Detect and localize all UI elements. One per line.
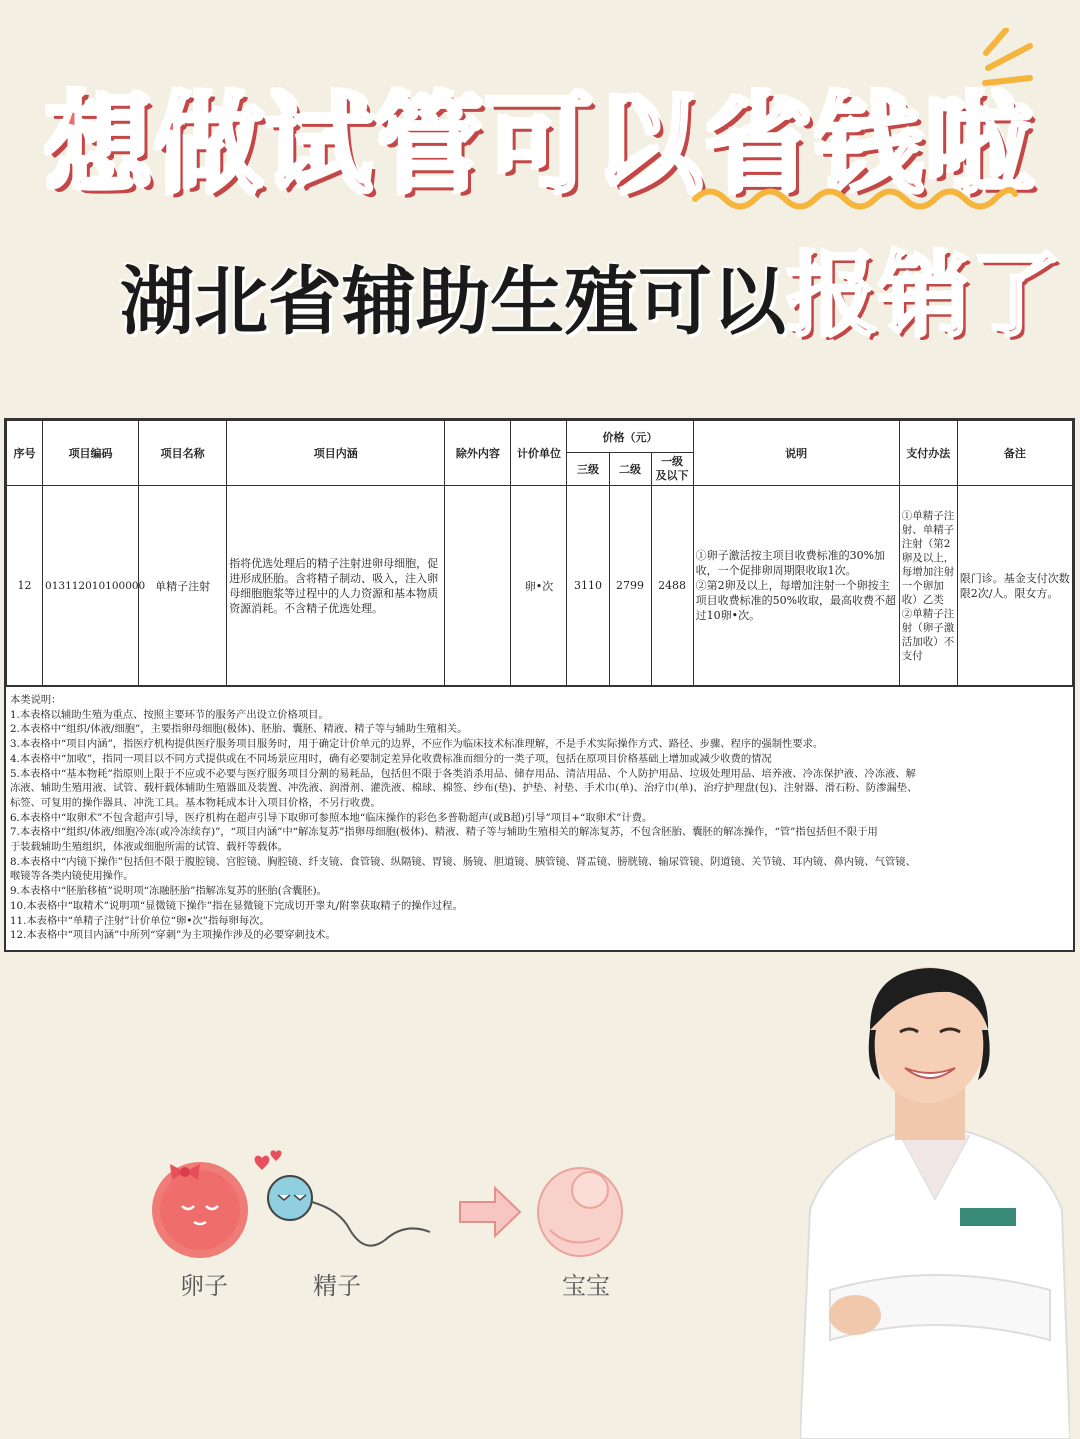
doctor-portrait [800, 960, 1070, 1439]
arrow-right-icon [460, 1188, 520, 1236]
note-line: 本类说明： [10, 694, 62, 706]
fee-table-document [4, 418, 1075, 952]
note-line: 8.本表格中“内镜下操作”包括但不限于腹腔镜、宫腔镜、胸腔镜、纤支镜、食管镜、纵隔镜、胃镜、肠镜、胆道镜、胰管镜、肾盂镜、膀胱镜、输尿管镜、阴道镜、关节镜、耳内镜、鼻内镜、气管镜、 [10, 855, 916, 868]
subheadline [120, 222, 1062, 354]
note-line: 2.本表格中“组织/体液/细胞”，主要指卵母细胞(极体)、胚胎、囊胚、精液、精子等与辅助生殖相关。 [10, 723, 468, 736]
header-seq: 序号 [7, 421, 43, 486]
note-line: 1.本表格以辅助生殖为重点、按照主要环节的服务产出设立价格项目。 [10, 708, 329, 721]
note-line: 11.本表格中“单精子注射”计价单位“卵•次”指每卵每次。 [10, 914, 270, 927]
baby-icon [538, 1168, 622, 1256]
fee-table [6, 420, 1073, 686]
cell-price-level1: 2488 [651, 486, 693, 686]
note-line: 3.本表格中“项目内涵”，指医疗机构提供医疗服务项目服务时，用于确定计价单元的边界，不应作为临床技术标准理解，不是手术实际操作方式、路径、步骤、程序的强制性要求。 [10, 738, 824, 751]
cell-price-level3: 3110 [567, 486, 609, 686]
egg-label: 卵子 [180, 1272, 228, 1300]
note-line: 于装载辅助生殖组织，体液或细胞所需的试管、载杆等载体。 [10, 841, 289, 854]
note-line: 5.本表格中“基本物耗”指原则上限于不应或不必要与医疗服务项目分割的易耗品，包括但不限于各类消杀用品、储存用品、清洁用品、个人防护用品、垃圾处理用品、培养液、冷冻保护液、冷冻液、解 [10, 767, 916, 780]
header-code: 项目编码 [43, 421, 139, 486]
header-desc: 说明 [693, 421, 899, 486]
header-level3: 三级 [567, 453, 609, 486]
header-content: 项目内涵 [227, 421, 445, 486]
headline: 想做试管可以省钱啦 [44, 83, 1035, 208]
header-price: 价格（元） [567, 421, 693, 453]
header-level2: 二级 [609, 453, 651, 486]
cell-name: 单精子注射 [139, 486, 227, 686]
header-remark: 备注 [957, 421, 1072, 486]
subheadline-part1: 湖北省辅助生殖可以 [120, 259, 786, 345]
cell-payment: ①单精子注射、单精子注射（第2卵及以上，每增加注射一个卵加收）乙类 ②单精子注射（卵子激活加收）不支付 [899, 486, 957, 686]
header-name: 项目名称 [139, 421, 227, 486]
table-notes [6, 686, 1073, 947]
note-line: 9.本表格中“胚胎移植”说明项“冻融胚胎”指解冻复苏的胚胎(含囊胚)。 [10, 885, 327, 898]
note-line: 4.本表格中“加收”，指同一项目以不同方式提供或在不同场景应用时，确有必要制定差异化收费标准而细分的一类子项，包括在原项目价格基础上增加或减少收费的情况 [10, 752, 772, 765]
note-line: 6.本表格中“取卵术”不包含超声引导，医疗机构在超声引导下取卵可参照本地“临床操作的彩色多普勒超声(或B超)引导”项目+“取卵术”计费。 [10, 811, 653, 824]
note-line: 12.本表格中“项目内涵”中所列“穿刺”为主项操作涉及的必要穿刺技术。 [10, 929, 336, 942]
table-row [7, 486, 1073, 686]
cell-price-level2: 2799 [609, 486, 651, 686]
cell-seq: 12 [7, 486, 43, 686]
note-line: 标签、可复用的操作器具、冲洗工具。基本物耗成本计入项目价格，不另行收费。 [10, 796, 381, 809]
cell-content: 指将优选处理后的精子注射进卵母细胞，促进形成胚胎。含将精子制动、吸入，注入卵母细胞胞浆等过程中的人力资源和基本物质资源消耗。不含精子优选处理。 [227, 486, 445, 686]
cell-excluded [445, 486, 511, 686]
note-line: 10.本表格中“取精术”说明项“显微镜下操作”指在显微镜下完成切开睾丸/附睾获取精子的操作过程。 [10, 899, 463, 912]
header-payment: 支付办法 [899, 421, 957, 486]
cell-code: 013112010100000 [43, 486, 139, 686]
cell-unit: 卵•次 [511, 486, 567, 686]
cell-desc: ①卵子激活按主项目收费标准的30%加收，一个促排卵周期限收取1次。 ②第2卵及以上，每增加注射一个卵按主项目收费标准的50%收取，最高收费不超过10卵•次。 [693, 486, 899, 686]
egg-icon [152, 1162, 248, 1258]
note-line: 冻液、辅助生殖用液、试管、载杆载体辅助生殖器皿及装置、冲洗液、润滑剂、灌洗液、棉球、棉签、纱布(垫)、护垫、衬垫、手术巾(单)、治疗巾(单)、治疗护理盘(包)、注射器、滑石粉、防渗漏垫、 [10, 782, 918, 795]
sperm-label: 精子 [313, 1272, 361, 1300]
note-line: 7.本表格中“组织/体液/细胞冷冻(或冷冻续存)”，“项目内涵”中“解冻复苏”指卵母细胞(极体)、精液、精子等与辅助生殖相关的解冻复苏，不包含胚胎、囊胚的解冻操作，“管”指包括但不限于用 [10, 826, 878, 839]
sperm-icon [255, 1150, 430, 1245]
note-line: 喉镜等各类内镜使用操作。 [10, 870, 134, 883]
wavy-underline [690, 184, 1020, 214]
name-badge [960, 1208, 1016, 1226]
header-level1: 一级 及以下 [651, 453, 693, 486]
header-excluded: 除外内容 [445, 421, 511, 486]
cell-remark: 限门诊。基金支付次数限2次/人。限女方。 [957, 486, 1072, 686]
header-unit: 计价单位 [511, 421, 567, 486]
subheadline-part2: 报销了 [786, 242, 1063, 349]
baby-label: 宝宝 [562, 1272, 610, 1300]
egg-sperm-baby-illustration [150, 1150, 630, 1260]
